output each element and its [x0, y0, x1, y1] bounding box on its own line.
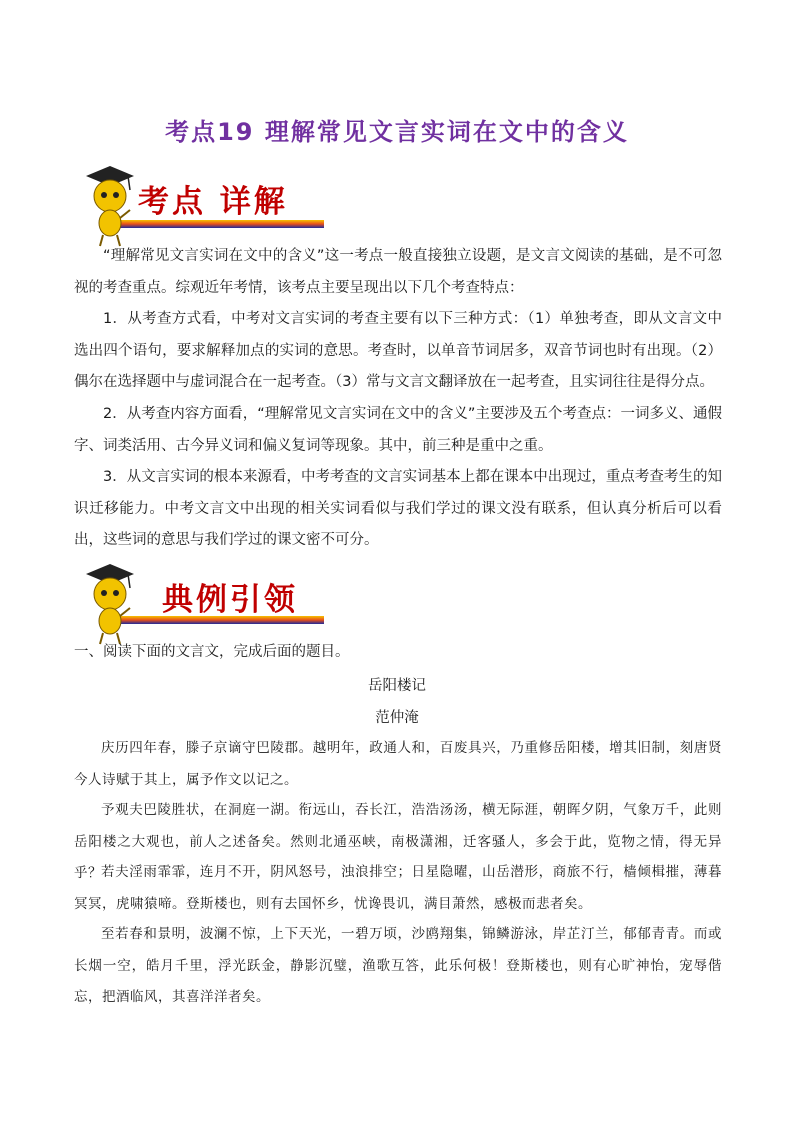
essay-title: 岳阳楼记 — [368, 678, 426, 694]
body-paragraph: “理解常见文言实词在文中的含义”这一考点一般直接独立设题，是文言文阅读的基础，是不可忽视的考查重点。综观近年考情，该考点主要呈现出以下几个考查特点： — [74, 248, 722, 296]
body-paragraph: 2．从考查内容方面看，“理解常见文言实词在文中的含义”主要涉及五个考查点：一词多义、通假字、词类活用、古今异义词和偏义复词等现象。其中，前三种是重中之重。 — [74, 406, 722, 454]
section-banner-dianli — [84, 558, 324, 648]
essay-paragraph: 至若春和景明，波澜不惊，上下天光，一碧万顷，沙鸥翔集，锦鳞游泳，岸芷汀兰，郁郁青青。而或长烟一空，皓月千里，浮光跃金，静影沉璧，渔歌互答，此乐何极！登斯楼也，则有心旷神怡，宠辱偕忘，把酒临风，其喜洋洋者矣。 — [74, 926, 722, 1005]
body-paragraph: 1．从考查方式看，中考对文言实词的考查主要有以下三种方式：（1）单独考查，即从文言文中选出四个语句，要求解释加点的实词的意思。考查时，以单音节词居多，双音节词也时有出现。（2）偶尔在选择题中与虚词混合在一起考查。（3）常与文言文翻译放在一起考查，且实词往往是得分点。 — [74, 311, 722, 390]
banner-label: 考点 详解 — [138, 184, 288, 220]
section-banner-kaodian — [84, 160, 324, 250]
essay-author: 范仲淹 — [375, 710, 419, 726]
banner-label: 典例引领 — [162, 582, 298, 618]
essay-paragraph: 予观夫巴陵胜状，在洞庭一湖。衔远山，吞长江，浩浩汤汤，横无际涯，朝晖夕阴，气象万千，此则岳阳楼之大观也，前人之述备矣。然则北通巫峡，南极潇湘，迁客骚人，多会于此，览物之情，得无异乎？ — [74, 802, 722, 881]
essay-paragraph: 若夫淫雨霏霏，连月不开，阴风怒号，浊浪排空；日星隐曜，山岳潜形，商旅不行，樯倾楫摧，薄暮冥冥，虎啸猿啼。登斯楼也，则有去国怀乡，忧谗畏讥，满目萧然，感极而悲者矣。 — [74, 864, 722, 912]
body-paragraph: 3．从文言实词的根本来源看，中考考查的文言实词基本上都在课本中出现过，重点考查考生的知识迁移能力。中考文言文中出现的相关实词看似与我们学过的课文没有联系，但认真分析后可以看出，这些词的意思与我们学过的课文密不可分。 — [74, 469, 722, 548]
essay-paragraph: 庆历四年春，滕子京谪守巴陵郡。越明年，政通人和，百废具兴，乃重修岳阳楼，增其旧制，刻唐贤今人诗赋于其上，属予作文以记之。 — [74, 740, 722, 788]
question-intro: 一、阅读下面的文言文，完成后面的题目。 — [74, 644, 350, 660]
page-title: 考点19 理解常见文言实词在文中的含义 — [165, 118, 629, 146]
